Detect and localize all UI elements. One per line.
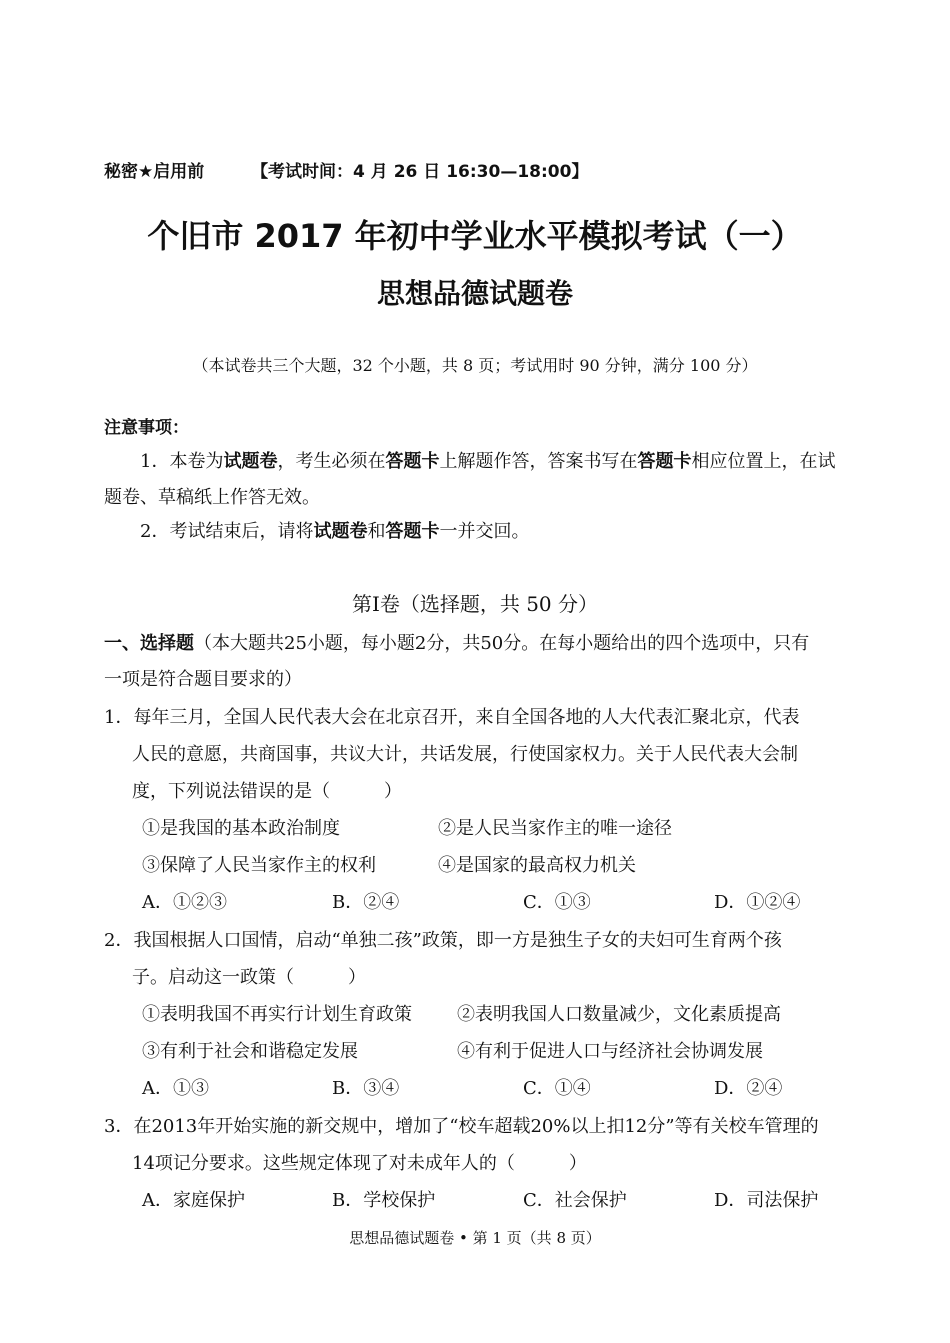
q1-item-4: ④是国家的最高权力机关	[438, 855, 636, 876]
q1-option-b: B．②④	[332, 892, 400, 913]
q2-item-3: ③有利于社会和谐稳定发展	[142, 1041, 358, 1062]
q1-option-d: D．①②④	[714, 892, 801, 913]
q2-option-b: B．③④	[332, 1078, 400, 1099]
q3-option-d: D．司法保护	[714, 1190, 819, 1211]
notice-item-2: 2．考试结束后，请将试题卷和答题卡一并交回。	[140, 521, 530, 542]
q1-item-3: ③保障了人民当家作主的权利	[142, 855, 376, 876]
header-line	[104, 160, 588, 184]
q1-item-1: ①是我国的基本政治制度	[142, 818, 340, 839]
notice-item-1-cont: 题卷、草稿纸上作答无效。	[104, 487, 320, 508]
q1-line-3: 度，下列说法错误的是（ ）	[132, 781, 402, 802]
q3-option-c: C．社会保护	[523, 1190, 627, 1211]
q1-line-1: 1．每年三月，全国人民代表大会在北京召开，来自全国各地的人大代表汇聚北京，代表	[104, 707, 800, 728]
q2-option-a: A．①③	[142, 1078, 209, 1099]
q2-option-d: D．②④	[714, 1078, 783, 1099]
q1-item-2: ②是人民当家作主的唯一途径	[438, 818, 672, 839]
q2-item-1: ①表明我国不再实行计划生育政策	[142, 1004, 412, 1025]
q2-item-2: ②表明我国人口数量减少，文化素质提高	[457, 1004, 781, 1025]
page-subtitle: 思想品德试题卷	[376, 277, 573, 310]
q1-option-a: A．①②③	[142, 892, 227, 913]
notice-heading: 注意事项：	[104, 418, 189, 438]
exam-summary: （本试卷共三个大题，32 个小题，共 8 页；考试用时 90 分钟，满分 100 分）	[192, 356, 758, 375]
q2-line-2: 子。启动这一政策（ ）	[132, 967, 366, 988]
page-title: 个旧市 2017 年初中学业水平模拟考试（一）	[147, 217, 803, 255]
q2-item-4: ④有利于促进人口与经济社会协调发展	[457, 1041, 763, 1062]
q3-option-b: B．学校保护	[332, 1190, 436, 1211]
notice-item-1: 1．本卷为试题卷，考生必须在答题卡上解题作答，答案书写在答题卡相应位置上，在试	[140, 451, 836, 472]
q3-line-1: 3．在2013年开始实施的新交规中，增加了“校车超载20%以上扣12分”等有关校车管理的	[104, 1116, 819, 1137]
section-title: 第Ⅰ卷（选择题，共 50 分）	[351, 592, 599, 616]
exam-time: 【考试时间：4 月 26 日 16:30—18:00】	[251, 162, 589, 182]
section-label: 一、选择题	[104, 633, 194, 654]
q1-line-2: 人民的意愿，共商国事，共议大计，共话发展，行使国家权力。关于人民代表大会制	[132, 744, 798, 765]
q2-option-c: C．①④	[523, 1078, 591, 1099]
q3-line-2: 14项记分要求。这些规定体现了对未成年人的（ ）	[132, 1153, 587, 1174]
section-desc-cont: 一项是符合题目要求的）	[104, 669, 302, 690]
page-footer: 思想品德试题卷 • 第 1 页（共 8 页）	[349, 1229, 601, 1247]
secret-label: 秘密★启用前	[104, 162, 205, 182]
q1-option-c: C．①③	[523, 892, 591, 913]
q3-option-a: A．家庭保护	[142, 1190, 245, 1211]
q2-line-1: 2．我国根据人口国情，启动“单独二孩”政策，即一方是独生子女的夫妇可生育两个孩	[104, 930, 782, 951]
section-desc: 一、选择题（本大题共25小题，每小题2分，共50分。在每小题给出的四个选项中，只有	[104, 633, 810, 654]
